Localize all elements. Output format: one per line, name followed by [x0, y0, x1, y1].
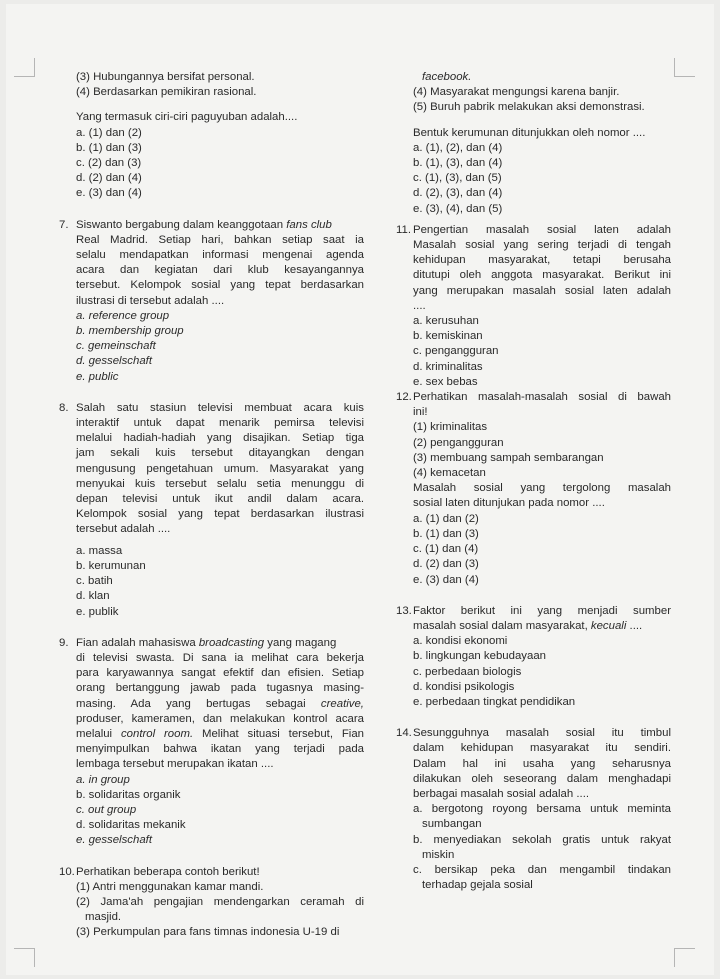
- question-number: 13.: [396, 604, 412, 617]
- option: b. menyediakan sekolah gratis untuk rakyat: [413, 833, 671, 846]
- option: e. perbedaan tingkat pendidikan: [413, 695, 576, 708]
- option: d. (2), (3), dan (4): [413, 187, 503, 200]
- question-10: 10.Perhatikan beberapa contoh berikut! (1) Antri menggunakan kamar mandi. (2) Jama'ah pengajian mendengarkan ceramah di masjid. (3) Perkumpulan para fans timnas indonesia U-19 di: [59, 865, 364, 941]
- list-item: (4) Masyarakat mengungsi karena banjir.: [413, 86, 620, 99]
- option: a. reference group: [76, 309, 170, 322]
- option: e. public: [76, 370, 119, 383]
- option: b. (1) dan (3): [413, 527, 479, 540]
- option: b. solidaritas organik: [76, 788, 181, 801]
- question-stem: Bentuk kerumunan ditunjukkan oleh nomor ....: [413, 126, 646, 139]
- question-11: 11. Pengertian masalah sosial laten adalah Masalah sosial yang sering terjadi di tengah kehidupan masyarakat, tetapi berusaha ditutupi oleh anggota masyarakat. Berikut ini yang merupakan masalah sosial laten adalah .... a. kerusuhan b. kemiskinan c. pengangguran d. kriminalitas e. sex bebas: [396, 223, 671, 390]
- option: a. kondisi ekonomi: [413, 635, 508, 648]
- option: d. (2) dan (4): [76, 172, 142, 185]
- option: a. bergotong royong bersama untuk meminta: [413, 803, 671, 816]
- option: c. (1), (3), dan (5): [413, 172, 502, 185]
- list-item: masjid.: [85, 911, 122, 924]
- question-number: 9.: [59, 636, 69, 649]
- option: e. publik: [76, 605, 119, 618]
- option: e. (3) dan (4): [76, 187, 142, 200]
- list-item: (4) Berdasarkan pemikiran rasional.: [76, 86, 257, 99]
- list-item: (2) pengangguran: [413, 436, 504, 449]
- left-column: [59, 70, 364, 941]
- option: d. (2) dan (3): [413, 558, 479, 571]
- crop-mark-top-left: [14, 58, 35, 77]
- option: c. (2) dan (3): [76, 157, 142, 170]
- option: d. solidaritas mekanik: [76, 819, 186, 832]
- option: c. perbedaan biologis: [413, 665, 522, 678]
- option: c. (1) dan (4): [413, 543, 479, 556]
- option: a. (1), (2), dan (4): [413, 141, 503, 154]
- list-item: (3) Perkumpulan para fans timnas indonesia U-19 di: [76, 926, 340, 939]
- option: a. in group: [76, 773, 130, 786]
- crop-mark-bottom-left: [14, 948, 35, 967]
- list-item: (3) Hubungannya bersifat personal.: [76, 71, 255, 83]
- option: e. sex bebas: [413, 375, 478, 388]
- list-item: (4) kemacetan: [413, 467, 486, 480]
- option: b. kemiskinan: [413, 330, 483, 343]
- option: c. batih: [76, 575, 113, 588]
- question-12: 12.Perhatikan masalah-masalah sosial di bawah ini! (1) kriminalitas (2) pengangguran (3) membuang sampah sembarangan (4) kemacetan Masalah sosial yang tergolong masalah sosial laten ditunjukan pada nomor .... a. (1) dan (2) b. (1) dan (3) c. (1) dan (4) d. (2) dan (3) e. (3) dan (4): [396, 390, 671, 588]
- option: d. klan: [76, 590, 110, 603]
- option: a. kerusuhan: [413, 315, 479, 328]
- option: c. out group: [76, 803, 137, 816]
- option: d. kriminalitas: [413, 360, 483, 373]
- option: d. kondisi psikologis: [413, 680, 515, 693]
- list-item: (2) Jama'ah pengajian mendengarkan ceramah di: [76, 895, 364, 908]
- option: c. gemeinschaft: [76, 340, 156, 353]
- option: e. (3) dan (4): [413, 573, 479, 586]
- list-item: (1) Antri menggunakan kamar mandi.: [76, 880, 264, 893]
- question-number: 11.: [396, 223, 411, 236]
- question-stem: Yang termasuk ciri-ciri paguyuban adalah....: [76, 111, 298, 124]
- option: b. (1), (3), dan (4): [413, 157, 503, 170]
- question-14: 14.Sesungguhnya masalah sosial itu timbul dalam kehidupan masyarakat itu sendiri. Dalam hal ini usaha yang seharusnya dilakukan oleh seseorang dalam menghadapi berbagai masalah sosial adalah .... a. bergotong royong bersama untuk meminta sumbangan b. menyediakan sekolah gratis untuk rakyat miskin c. bersikap peka dan mengambil tindakan terhadap gejala sosial: [396, 727, 671, 892]
- question-number: 14.: [396, 727, 412, 740]
- option: c. bersikap peka dan mengambil tindakan: [413, 863, 671, 876]
- option: b. (1) dan (3): [76, 141, 142, 154]
- question-7: 7. Siswanto bergabung dalam keanggotaan fans club Real Madrid. Setiap hari, bahkan setiap saat ia selalu mendapatkan informasi mengenai agenda acara dan kegiatan dari klub kesayangannya tersebut. Kelompok sosial yang tepat berdasarkan ilustrasi di tersebut adalah .... a. reference group b. membership group c. gemeinschaft d. gesselschaft e. public: [59, 218, 364, 385]
- option: a. massa: [76, 544, 123, 557]
- list-item: facebook.: [422, 71, 472, 83]
- option: b. lingkungan kebudayaan: [413, 650, 547, 663]
- crop-mark-top-right: [674, 58, 695, 77]
- right-column: [396, 70, 671, 893]
- list-item: (1) kriminalitas: [413, 421, 488, 434]
- option: a. (1) dan (2): [413, 512, 479, 525]
- list-item: (5) Buruh pabrik melakukan aksi demonstrasi.: [413, 101, 645, 114]
- option: b. kerumunan: [76, 559, 146, 572]
- question-number: 7.: [59, 218, 69, 231]
- option: d. gesselschaft: [76, 355, 152, 368]
- question-9: 9. Fian adalah mahasiswa broadcasting yang magang di televisi swasta. Di sana ia melihat cara bekerja para karyawannya sangat efektif dan efisien. Setiap orang bertanggung jawab pada tugasnya masing- masing. Ada yang bertugas sebagai creative, produser, kameramen, dan melakukan kontrol acara melalui control room. Melihat situasi tersebut, Fian menyimpulkan bahwa ikatan yang terjadi pada lembaga tersebut merupakan ikatan .... a. in group b. solidaritas organik c. out group d. solidaritas mekanik e. gesselschaft: [59, 636, 364, 849]
- list-item: (3) membuang sampah sembarangan: [413, 451, 604, 464]
- option: c. pengangguran: [413, 345, 499, 358]
- question-number: 8.: [59, 401, 69, 414]
- option: b. membership group: [76, 325, 184, 338]
- crop-mark-bottom-right: [674, 948, 695, 967]
- question-number: 12.: [396, 391, 412, 404]
- option: a. (1) dan (2): [76, 126, 142, 139]
- question-number: 10.: [59, 865, 75, 878]
- question-13: 13.Faktor berikut ini yang menjadi sumber masalah sosial dalam masyarakat, kecuali .... a. kondisi ekonomi b. lingkungan kebudayaan c. perbedaan biologis d. kondisi psikologis e. perbedaan tingkat pendidikan: [396, 604, 671, 710]
- option: e. gesselschaft: [76, 834, 152, 847]
- question-8: 8. Salah satu stasiun televisi membuat acara kuis interaktif untuk dapat menarik pemirsa televisi melalui hadiah-hadiah yang disajikan. Setiap tiga jam sekali kuis tersebut ditayangkan dengan mengusung pengetahuan umum. Masyarakat yang menyukai kuis tersebut selalu setia menunggu di depan televisi untuk ikut andil dalam acara. Kelompok sosial yang tepat berdasarkan ilustrasi tersebut adalah .... a. massa b. kerumunan c. batih d. klan e. publik: [59, 401, 364, 620]
- option: e. (3), (4), dan (5): [413, 202, 503, 215]
